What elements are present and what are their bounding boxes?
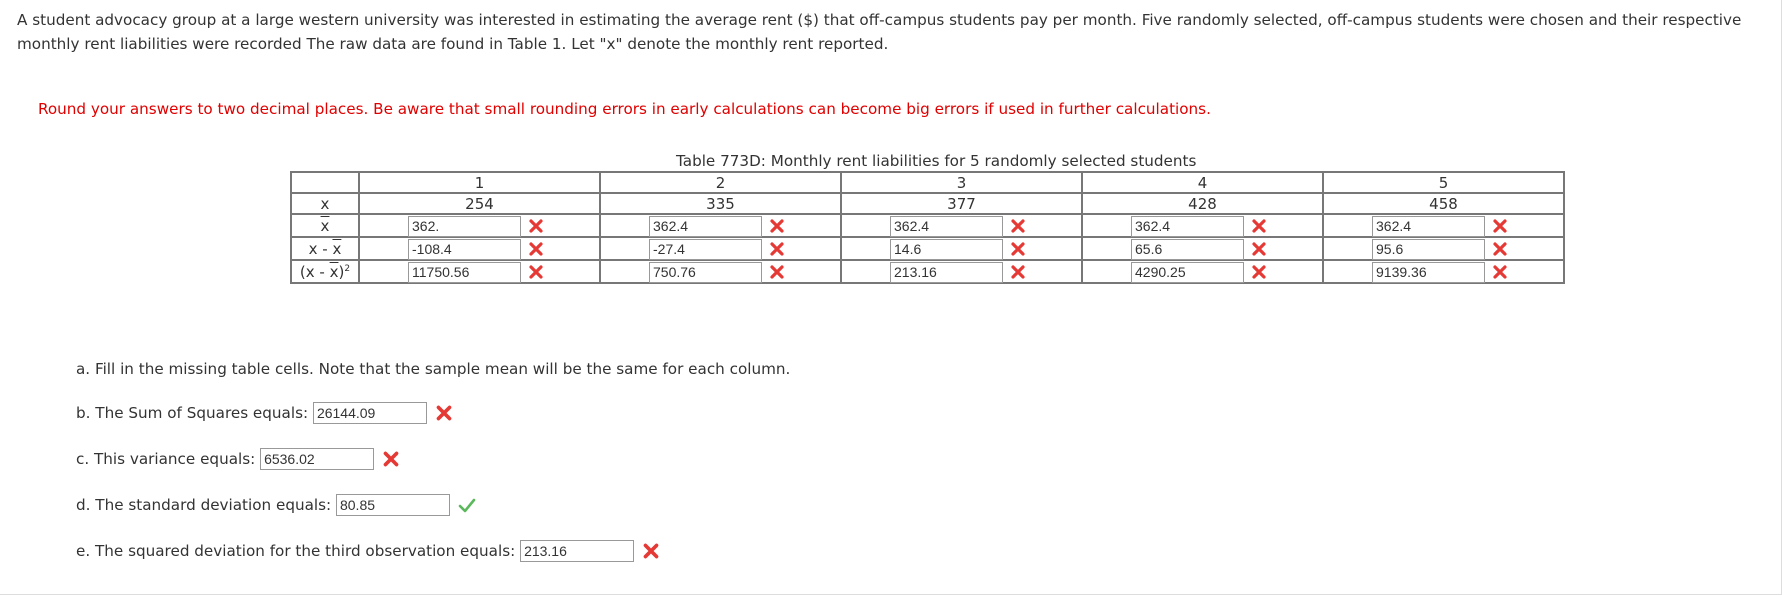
check-mark-icon bbox=[457, 495, 477, 515]
x-mark-icon bbox=[1250, 240, 1268, 258]
question-e-text: e. The squared deviation for the third observation equals: bbox=[76, 542, 516, 560]
header-row bbox=[291, 172, 1564, 193]
question-b bbox=[76, 402, 454, 424]
x-value: 458 bbox=[1323, 193, 1564, 214]
xbar-answer-input[interactable]: 362.4 bbox=[1372, 216, 1485, 237]
question-d bbox=[76, 494, 477, 516]
xbar-row bbox=[291, 214, 1564, 237]
question-a-text: a. Fill in the missing table cells. Note that the sample mean will be the same for each column. bbox=[76, 359, 791, 378]
squared-deviation-third-input[interactable]: 213.16 bbox=[520, 540, 634, 562]
x-value: 335 bbox=[600, 193, 841, 214]
x-mark-icon bbox=[1250, 217, 1268, 235]
deviation-answer-input[interactable]: 95.6 bbox=[1372, 239, 1485, 260]
squared-deviation-answer-input[interactable]: 9139.36 bbox=[1372, 262, 1485, 283]
x-value: 428 bbox=[1082, 193, 1323, 214]
x-mark-icon bbox=[434, 403, 454, 423]
sum-of-squares-input[interactable]: 26144.09 bbox=[313, 402, 427, 424]
x-value: 377 bbox=[841, 193, 1082, 214]
column-header: 4 bbox=[1082, 172, 1323, 193]
squared-deviation-answer-input[interactable]: 11750.56 bbox=[408, 262, 521, 283]
header-corner bbox=[291, 172, 359, 193]
rent-table bbox=[290, 171, 1565, 284]
question-e bbox=[76, 540, 661, 562]
variance-input[interactable]: 6536.02 bbox=[260, 448, 374, 470]
question-d-text: d. The standard deviation equals: bbox=[76, 496, 332, 514]
xbar-answer-input[interactable]: 362. bbox=[408, 216, 521, 237]
xbar-answer-input[interactable]: 362.4 bbox=[1131, 216, 1244, 237]
x-mark-icon bbox=[527, 240, 545, 258]
x-mark-icon bbox=[1009, 263, 1027, 281]
x-mark-icon bbox=[1491, 263, 1509, 281]
squared-deviation-row bbox=[291, 260, 1564, 283]
row-label-xbar bbox=[291, 214, 359, 237]
squared-deviation-answer-input[interactable]: 750.76 bbox=[649, 262, 762, 283]
squared-deviation-answer-input[interactable]: 4290.25 bbox=[1131, 262, 1244, 283]
x-mark-icon bbox=[1009, 240, 1027, 258]
column-header: 5 bbox=[1323, 172, 1564, 193]
x-mark-icon bbox=[1491, 217, 1509, 235]
rounding-warning: Round your answers to two decimal places. Be aware that small rounding errors in early calculations can become big errors if used in further calculations. bbox=[38, 100, 1211, 118]
question-b-text: b. The Sum of Squares equals: bbox=[76, 404, 309, 422]
x-mark-icon bbox=[641, 541, 661, 561]
deviation-answer-input[interactable]: 14.6 bbox=[890, 239, 1003, 260]
x-mark-icon bbox=[768, 217, 786, 235]
xbar-answer-input[interactable]: 362.4 bbox=[890, 216, 1003, 237]
row-label-x: x bbox=[291, 193, 359, 214]
xbar-symbol: $\overline{x}$ bbox=[320, 216, 330, 235]
column-header: 3 bbox=[841, 172, 1082, 193]
table-caption: Table 773D: Monthly rent liabilities for 5 randomly selected students bbox=[676, 152, 1197, 170]
x-value: 254 bbox=[359, 193, 600, 214]
x-mark-icon bbox=[768, 263, 786, 281]
x-mark-icon bbox=[1250, 263, 1268, 281]
deviation-answer-input[interactable]: -27.4 bbox=[649, 239, 762, 260]
problem-intro: A student advocacy group at a large western university was interested in estimating the average rent ($) that off-campus students pay per month. Five randomly selected, off-campus students were chosen and their respective monthly rent liabilities were recorded The raw data are found in Table 1. Let "x" denote the monthly rent reported. bbox=[17, 11, 1742, 53]
x-mark-icon bbox=[1491, 240, 1509, 258]
x-mark-icon bbox=[768, 240, 786, 258]
x-mark-icon bbox=[527, 263, 545, 281]
x-mark-icon bbox=[527, 217, 545, 235]
question-c-text: c. This variance equals: bbox=[76, 450, 256, 468]
x-mark-icon bbox=[1009, 217, 1027, 235]
column-header: 2 bbox=[600, 172, 841, 193]
squared-deviation-answer-input[interactable]: 213.16 bbox=[890, 262, 1003, 283]
question-a bbox=[76, 359, 790, 378]
deviation-answer-input[interactable]: -108.4 bbox=[408, 239, 521, 260]
row-label-squared-deviation: $(x - \overline{x})^2$ bbox=[291, 260, 359, 283]
row-label-deviation: x - $\overline{x}$ bbox=[291, 237, 359, 260]
question-c bbox=[76, 448, 401, 470]
deviation-row bbox=[291, 237, 1564, 260]
standard-deviation-input[interactable]: 80.85 bbox=[336, 494, 450, 516]
column-header: 1 bbox=[359, 172, 600, 193]
deviation-answer-input[interactable]: 65.6 bbox=[1131, 239, 1244, 260]
x-mark-icon bbox=[381, 449, 401, 469]
xbar-answer-input[interactable]: 362.4 bbox=[649, 216, 762, 237]
x-row bbox=[291, 193, 1564, 214]
